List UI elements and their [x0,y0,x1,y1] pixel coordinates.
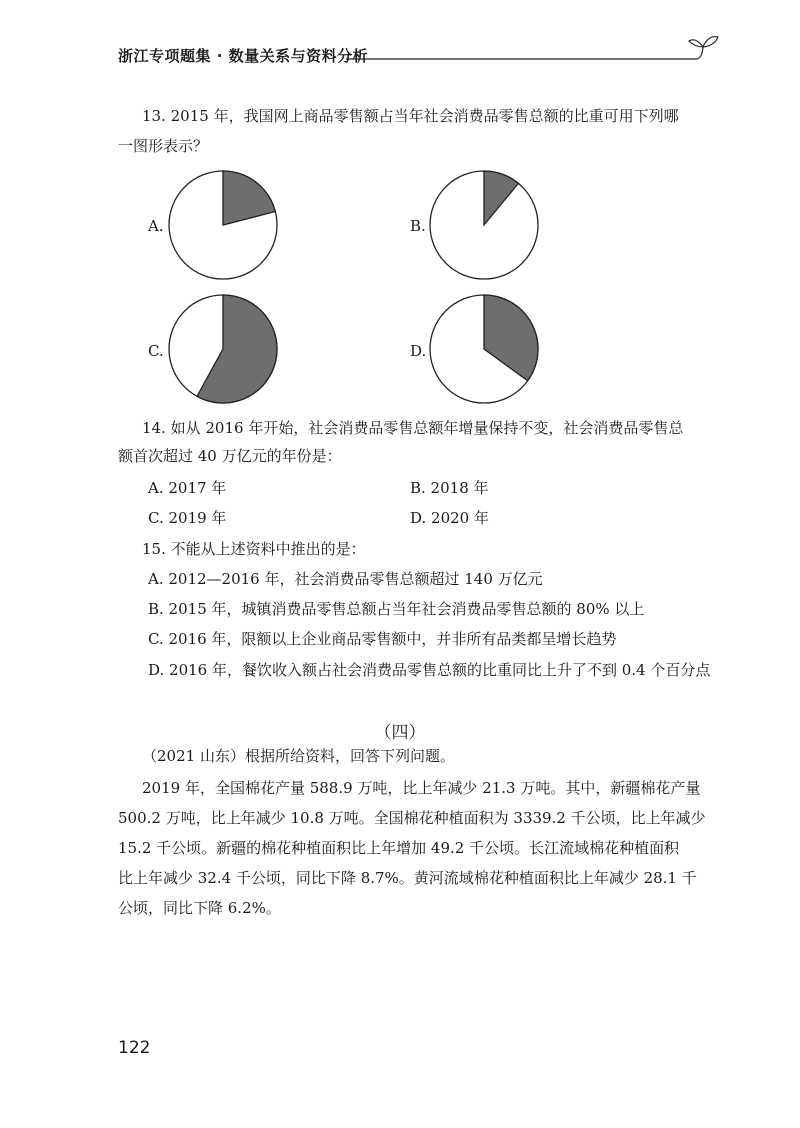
q13-pie-d [427,292,541,406]
section-intro: （2021 山东）根据所给资料，回答下列问题。 [142,747,455,765]
running-header-title: 浙江专项题集 · 数量关系与资料分析 [118,47,369,65]
q15-option-a: A. 2012—2016 年，社会消费品零售总额超过 140 万亿元 [148,570,543,588]
q13-option-d-label: D. [410,342,427,360]
q13-option-a-label: A. [148,217,164,235]
header-rule-sprout-icon [346,33,726,65]
q14-stem-line2: 额首次超过 40 万亿元的年份是： [118,447,342,465]
paragraph-line-3: 15.2 千公顷。新疆的棉花种植面积比上年增加 49.2 千公顷。长江流域棉花种植面积 [118,839,680,857]
q15-option-d: D. 2016 年，餐饮收入额占社会消费品零售总额的比重同比上升了不到 0.4 个百分点 [148,661,711,679]
q14-option-c: C. 2019 年 [148,509,227,527]
q13-pie-b [427,168,541,282]
q13-option-c-label: C. [148,342,164,360]
q13-option-b-label: B. [410,217,426,235]
q14-stem-line1: 14. 如从 2016 年开始，社会消费品零售总额年增量保持不变，社会消费品零售总 [142,419,684,437]
q15-option-b: B. 2015 年，城镇消费品零售总额占当年社会消费品零售总额的 80% 以上 [148,600,645,618]
q13-pie-a [166,168,280,282]
page-number: 122 [118,1038,151,1058]
paragraph-line-2: 500.2 万吨，比上年减少 10.8 万吨。全国棉花种植面积为 3339.2 千公顷，比上年减少 [118,809,706,827]
q14-option-b: B. 2018 年 [410,479,489,497]
paragraph-line-4: 比上年减少 32.4 千公顷，同比下降 8.7%。黄河流域棉花种植面积比上年减少 28.1 千 [118,869,697,887]
q14-option-d: D. 2020 年 [410,509,489,527]
section-heading: （四） [374,723,426,743]
q15-stem: 15. 不能从上述资料中推出的是： [142,540,366,558]
q13-stem-line1: 13. 2015 年，我国网上商品零售额占当年社会消费品零售总额的比重可用下列哪 [142,107,679,125]
q15-option-c: C. 2016 年，限额以上企业商品零售额中，并非所有品类都呈增长趋势 [148,630,617,648]
q14-option-a: A. 2017 年 [148,479,227,497]
paragraph-line-1: 2019 年，全国棉花产量 588.9 万吨，比上年减少 21.3 万吨。其中，新疆棉花产量 [142,779,701,797]
q13-stem-line2: 一图形表示？ [118,137,209,155]
paragraph-line-5: 公顷，同比下降 6.2%。 [118,899,281,917]
q13-pie-c [166,292,280,406]
